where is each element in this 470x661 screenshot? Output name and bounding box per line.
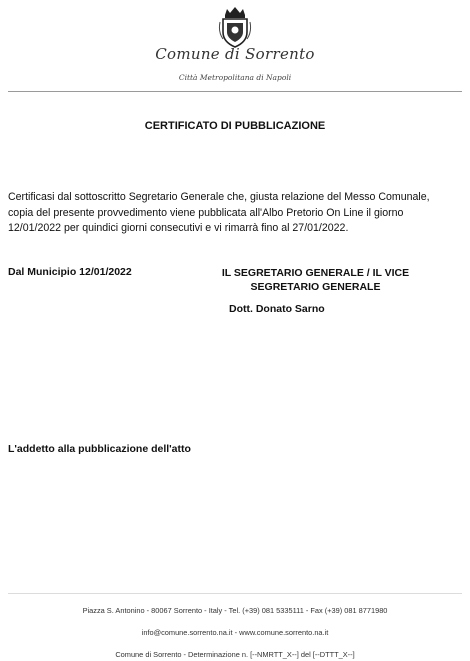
footer-determinazione: Comune di Sorrento - Determinazione n. [--NMRTT_X--] del [--DTTT_X--] bbox=[115, 650, 355, 659]
publication-clerk-label: L'addetto alla pubblicazione dell'atto bbox=[8, 443, 191, 455]
footer-address: Piazza S. Antonino - 80067 Sorrento - Italy - Tel. (+39) 081 5335111 - Fax (+39) 081 8771980 bbox=[82, 606, 388, 615]
certification-line: copia del presente provvedimento viene pubblicata all'Albo Pretorio On Line il giorno bbox=[8, 206, 404, 219]
coat-of-arms-icon bbox=[218, 6, 252, 48]
signatory-role-line: IL SEGRETARIO GENERALE / IL VICE bbox=[221, 267, 410, 279]
signatory-role bbox=[208, 266, 423, 294]
footer-contacts: info@comune.sorrento.na.it - www.comune.sorrento.na.it bbox=[141, 628, 329, 637]
certification-text bbox=[8, 190, 458, 237]
comune-name: Comune di Sorrento bbox=[155, 45, 315, 63]
footer-divider bbox=[8, 593, 462, 594]
comune-subtitle: Città Metropolitana di Napoli bbox=[178, 73, 292, 82]
signatory-role-line: SEGRETARIO GENERALE bbox=[250, 281, 381, 293]
dal-municipio-date: Dal Municipio 12/01/2022 bbox=[8, 266, 132, 278]
document-title: CERTIFICATO DI PUBBLICAZIONE bbox=[144, 120, 326, 132]
header-divider bbox=[8, 91, 462, 92]
certification-line: 12/01/2022 per quindici giorni consecutivi e vi rimarrà fino al 27/01/2022. bbox=[8, 222, 349, 234]
certification-line: Certificasi dal sottoscritto Segretario Generale che, giusta relazione del Messo Comunale, bbox=[8, 191, 430, 203]
signatory-name: Dott. Donato Sarno bbox=[229, 303, 325, 315]
